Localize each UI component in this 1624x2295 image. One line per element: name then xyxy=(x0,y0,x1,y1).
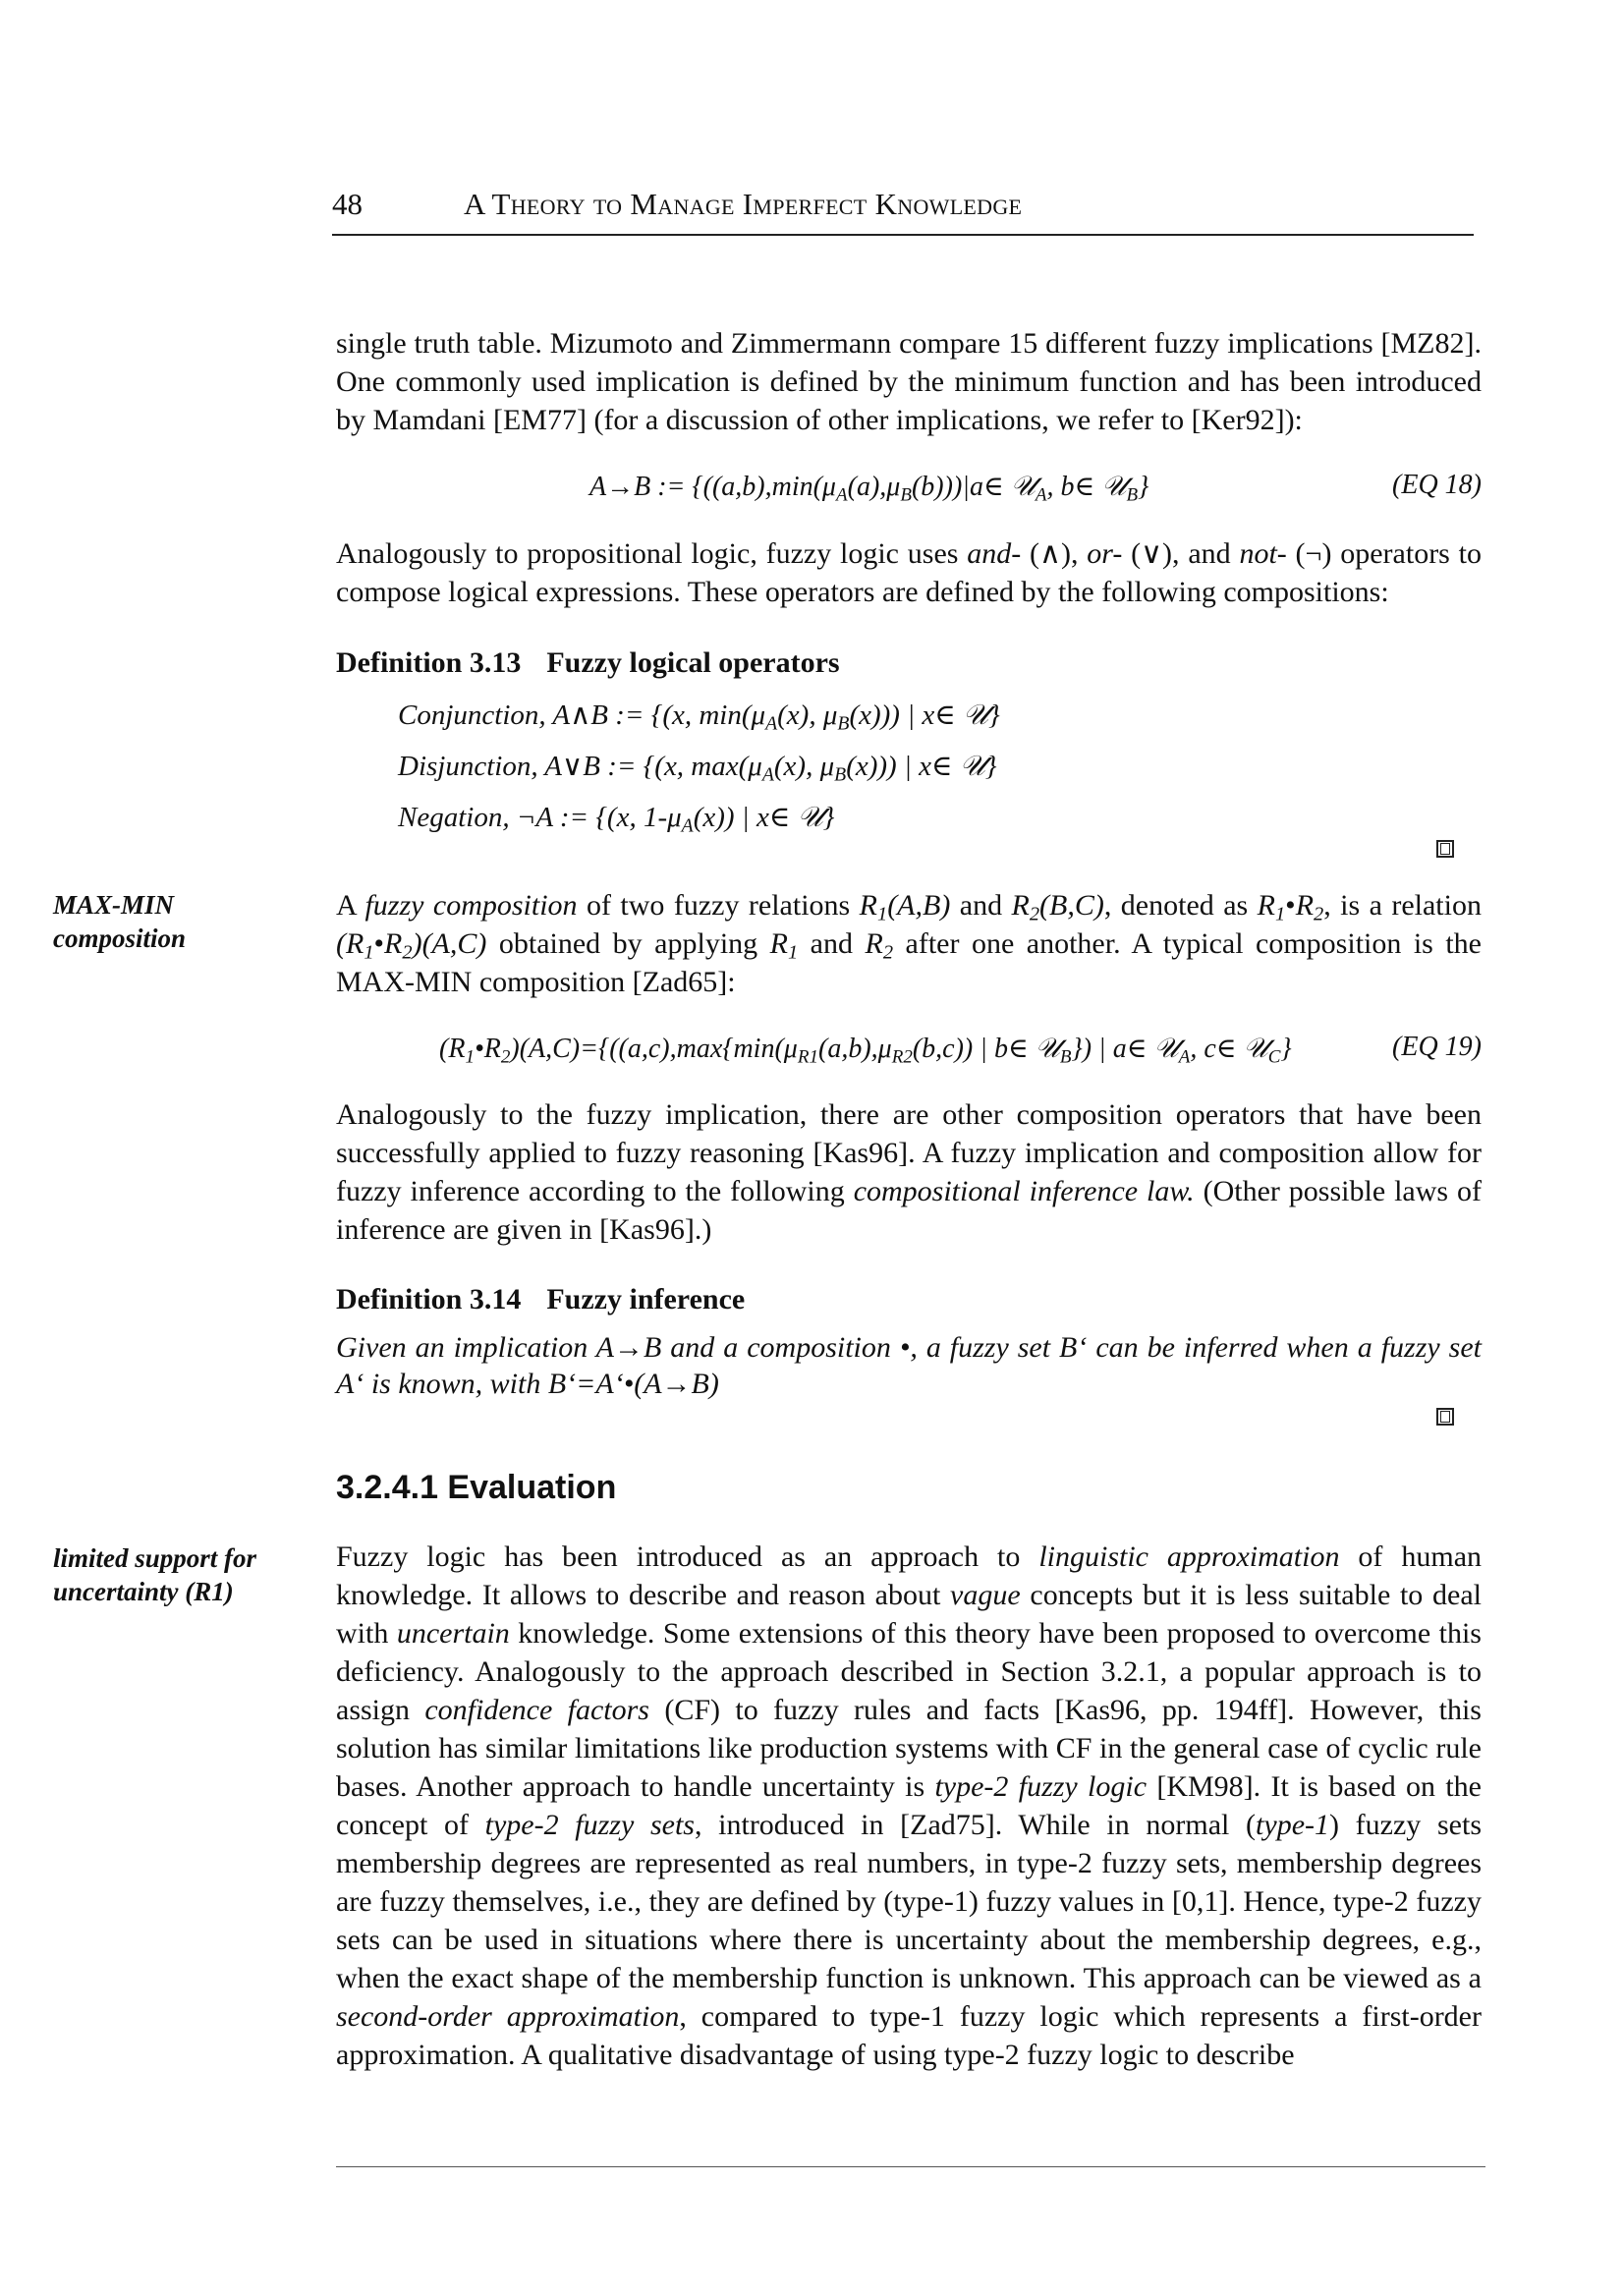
paragraph-composition: A fuzzy composition of two fuzzy relations $R_1(A,B)$ and $R_2(B,C)$, denoted as $R_1•R_2$, is a relation $(R_1•R_2)(A,C)$ obtained by applying $R_1$ and $R_2$ after one another. A typical composition is the MAX-MIN composition [Zad65]: xyxy=(336,889,1483,998)
margin-note-maxmin: MAX-MIN composition xyxy=(53,890,187,953)
paragraph-evaluation: Fuzzy logic has been introduced as an approach to linguistic approximation of human knowledge. It allows to describe and reason about vague concepts but it is less suitable to deal with uncertain knowledge. Some extensions of this theory have been proposed to overcome this deficiency. Analogously to the approach described in Section 3.2.1, a popular approach is to assign confidence factors (CF) to fuzzy rules and facts [Kas96, pp. 194ff]. However, this solution has similar limitations like production systems with CF in the general case of cyclic rule bases. Another approach to handle uncertainty is type-2 fuzzy logic [KM98]. It is based on the concept of type-2 fuzzy sets, introduced in [Zad75]. While in normal (type-1) fuzzy sets membership degrees are represented as real numbers, in type-2 fuzzy sets, membership degrees are fuzzy themselves, i.e., they are defined by (type-1) fuzzy values in [0,1]. Hence, type-2 fuzzy sets can be used in situations where there is uncertainty about the membership degrees, e.g., when the exact shape of the membership function is unknown. This approach can be viewed as a second-order approximation, compared to type-1 fuzzy logic which represents a first-order approximation. A qualitative disadvantage of using type-2 fuzzy logic to describe xyxy=(336,1540,1483,2071)
definition-name: Fuzzy logical operators xyxy=(546,646,840,679)
definition-3-13-heading xyxy=(336,646,840,680)
equation-19-label: (EQ 19) xyxy=(1392,1032,1482,1062)
definition-conjunction: Conjunction, A∧B := {(x, $\min(\mu_A(x)$, $\mu_B(x)$)) | x∈ 𝒰} xyxy=(398,700,1000,735)
definition-negation: Negation, ¬A := {(x, $1-\mu_A(x)$) | x∈ 𝒰} xyxy=(398,802,835,837)
definition-number: Definition 3.13 xyxy=(336,646,522,679)
equation-19-formula: $(R_1•R_2)(A,C)=\{((a,c),\max\{\min(\mu_{R1}(a,b),\mu_{R2}(b,c))$ | b∈ 𝒰$_B$}) | a∈ 𝒰$_A$, c∈ 𝒰$_C$} xyxy=(439,1034,1292,1068)
paragraph-operators: Analogously to propositional logic, fuzzy logic uses and- (∧), or- (∨), and not- (¬) operators to compose logical expressions. These operators are defined by the following compositions: xyxy=(336,537,1482,608)
definition-name: Fuzzy inference xyxy=(546,1283,746,1315)
equation-18-formula: A→B := {$((a,b),\min(\mu_A(a),\mu_B(b)))|a\in$ 𝒰$_A$, b∈ 𝒰$_B$} xyxy=(589,472,1149,506)
end-of-definition-icon xyxy=(1436,1408,1454,1426)
definition-number: Definition 3.14 xyxy=(336,1283,522,1315)
paragraph-inference: Analogously to the fuzzy implication, there are other composition operators that have been successfully applied to fuzzy reasoning [Kas96]. A fuzzy implication and composition allow for fuzzy inference according to the following compositional inference law. (Other possible laws of inference are given in [Kas96].) xyxy=(336,1098,1482,1246)
footer-divider xyxy=(336,2166,1485,2167)
equation-18 xyxy=(336,470,1482,505)
margin-note-uncertainty: limited support for uncertainty (R1) xyxy=(53,1543,257,1606)
definition-disjunction: Disjunction, A∨B := {(x, $\max(\mu_A(x)$, $\mu_B(x)$)) | x∈ 𝒰} xyxy=(398,751,997,786)
definition-3-14-text: Given an implication A→B and a composition •, a fuzzy set B‘ can be inferred when a fuzzy set A‘ is known, with B‘=A‘•(A→B) xyxy=(336,1331,1482,1400)
definition-3-14-heading xyxy=(336,1283,745,1316)
header-divider xyxy=(332,234,1474,236)
equation-18-label: (EQ 18) xyxy=(1392,470,1482,500)
page-number: 48 xyxy=(332,187,363,221)
paragraph-intro: single truth table. Mizumoto and Zimmermann compare 15 different fuzzy implications [MZ82]. One commonly used implication is defined by the minimum function and has been introduced by Mamdani [EM77] (for a discussion of other implications, we refer to [Ker92]): xyxy=(336,327,1482,436)
running-header-title: A Theory to Manage Imperfect Knowledge xyxy=(464,187,1023,221)
end-of-definition-icon xyxy=(1436,840,1454,858)
equation-19 xyxy=(336,1032,1482,1067)
section-heading: 3.2.4.1 Evaluation xyxy=(336,1469,617,1506)
